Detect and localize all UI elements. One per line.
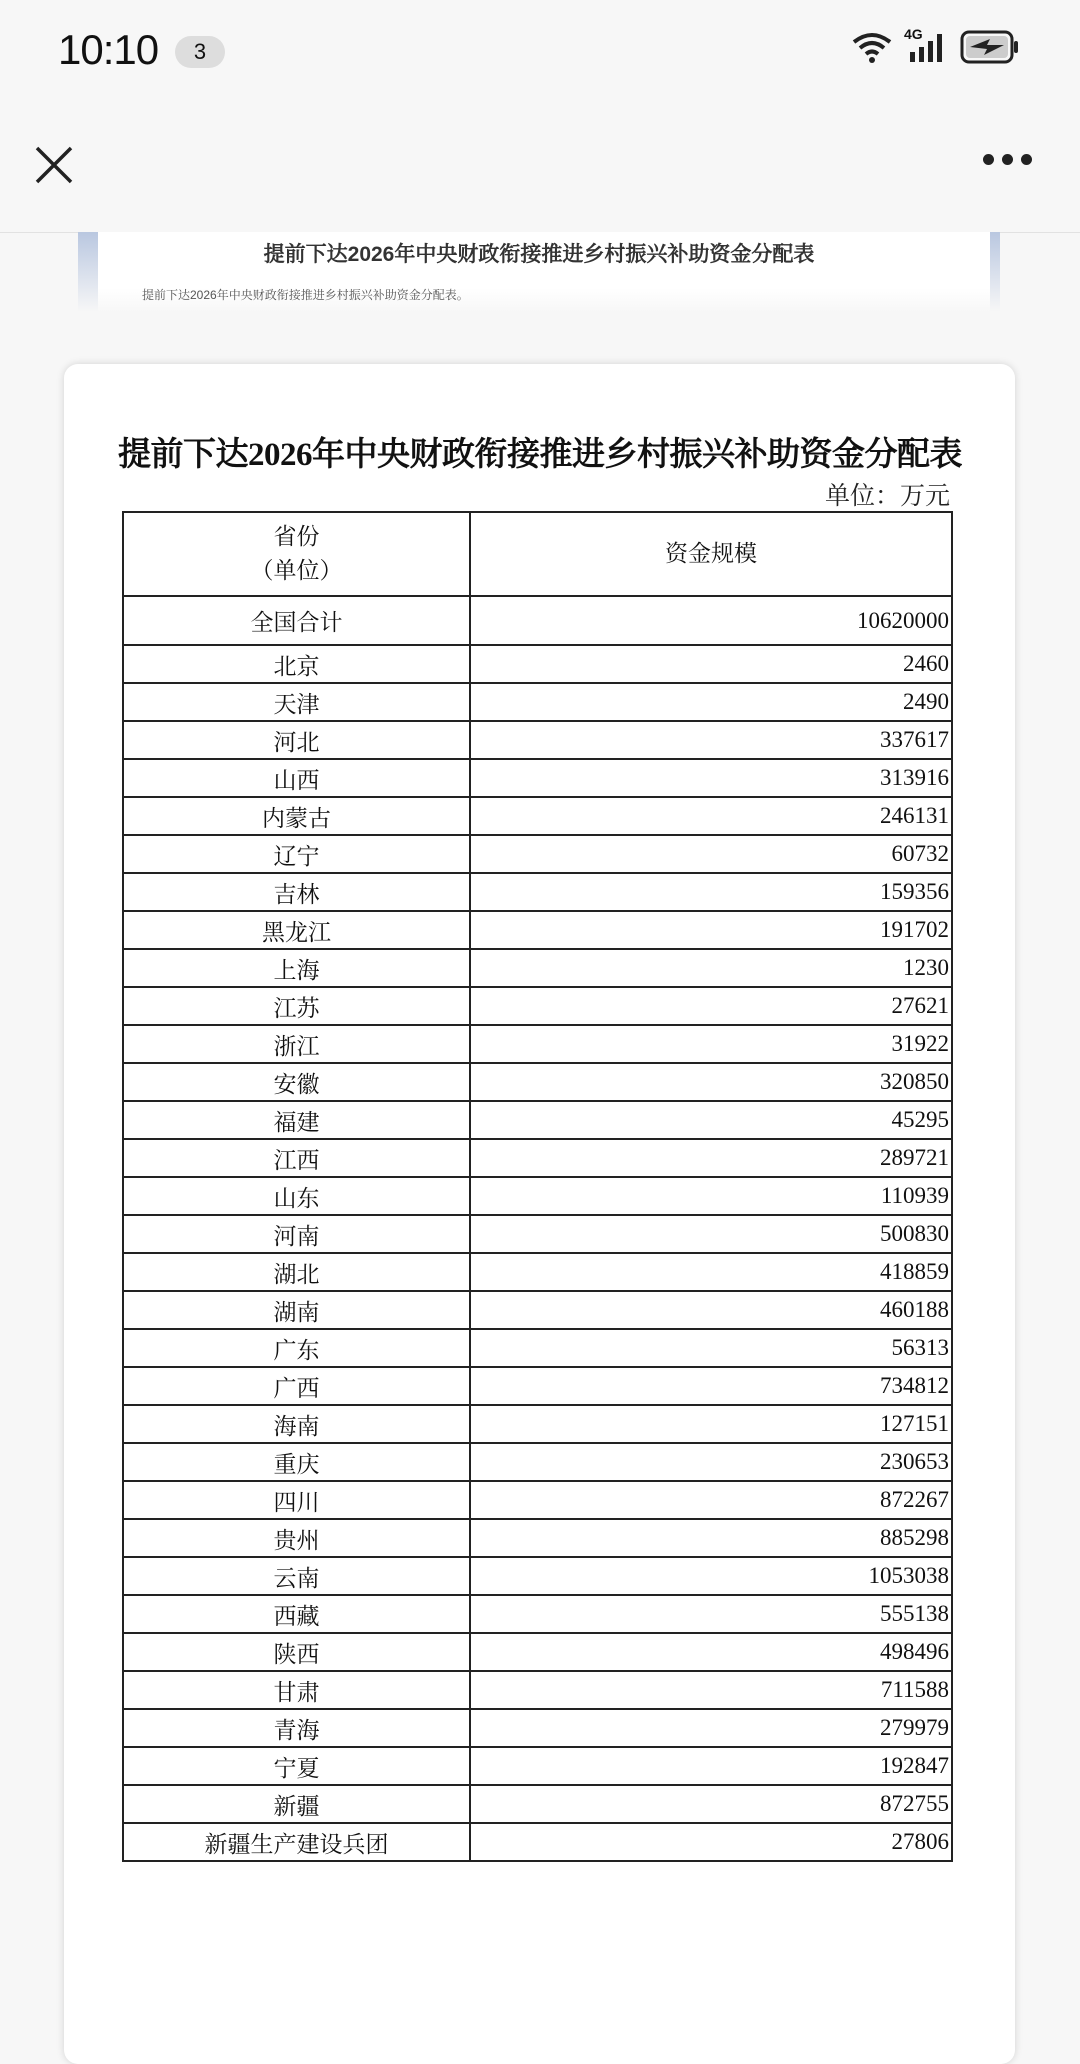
amount-cell: 1230 <box>470 949 952 987</box>
allocation-table <box>122 511 953 1862</box>
amount-cell: 230653 <box>470 1443 952 1481</box>
table-row <box>123 1709 952 1747</box>
province-cell: 贵州 <box>123 1519 470 1557</box>
province-cell: 湖北 <box>123 1253 470 1291</box>
province-cell: 江苏 <box>123 987 470 1025</box>
article-banner <box>78 232 1000 312</box>
cellular-signal-icon <box>904 26 950 64</box>
province-cell: 全国合计 <box>123 596 470 645</box>
table-row <box>123 1215 952 1253</box>
close-icon[interactable] <box>34 145 74 185</box>
amount-cell: 337617 <box>470 721 952 759</box>
amount-cell: 498496 <box>470 1633 952 1671</box>
table-row <box>123 1139 952 1177</box>
province-cell: 江西 <box>123 1139 470 1177</box>
header-amount: 资金规模 <box>470 512 952 596</box>
amount-cell: 45295 <box>470 1101 952 1139</box>
province-cell: 浙江 <box>123 1025 470 1063</box>
province-cell: 宁夏 <box>123 1747 470 1785</box>
amount-cell: 159356 <box>470 873 952 911</box>
province-cell: 河北 <box>123 721 470 759</box>
amount-cell: 320850 <box>470 1063 952 1101</box>
banner-subtitle: 提前下达2026年中央财政衔接推进乡村振兴补助资金分配表。 <box>142 288 469 302</box>
table-row <box>123 949 952 987</box>
table-row <box>123 1519 952 1557</box>
amount-cell: 872755 <box>470 1785 952 1823</box>
amount-cell: 555138 <box>470 1595 952 1633</box>
amount-cell: 500830 <box>470 1215 952 1253</box>
province-cell: 四川 <box>123 1481 470 1519</box>
province-cell: 海南 <box>123 1405 470 1443</box>
table-row <box>123 1747 952 1785</box>
amount-cell: 56313 <box>470 1329 952 1367</box>
table-row <box>123 797 952 835</box>
notification-badge: 3 <box>175 36 225 68</box>
province-cell: 安徽 <box>123 1063 470 1101</box>
province-cell: 西藏 <box>123 1595 470 1633</box>
status-bar <box>0 0 1080 100</box>
network-type: 4G <box>904 26 923 42</box>
province-cell: 青海 <box>123 1709 470 1747</box>
table-row-total <box>123 596 952 645</box>
amount-cell: 279979 <box>470 1709 952 1747</box>
table-row <box>123 1101 952 1139</box>
table-row <box>123 1557 952 1595</box>
table-row <box>123 683 952 721</box>
table-row <box>123 1443 952 1481</box>
table-row <box>123 1177 952 1215</box>
amount-cell: 872267 <box>470 1481 952 1519</box>
table-row <box>123 1671 952 1709</box>
province-cell: 广西 <box>123 1367 470 1405</box>
amount-cell: 110939 <box>470 1177 952 1215</box>
banner-title: 提前下达2026年中央财政衔接推进乡村振兴补助资金分配表 <box>263 243 815 266</box>
table-row <box>123 911 952 949</box>
province-cell: 上海 <box>123 949 470 987</box>
table-row <box>123 1253 952 1291</box>
table-row <box>123 1025 952 1063</box>
amount-cell: 313916 <box>470 759 952 797</box>
province-cell: 甘肃 <box>123 1671 470 1709</box>
amount-cell: 27806 <box>470 1823 952 1861</box>
province-cell: 吉林 <box>123 873 470 911</box>
amount-cell: 2490 <box>470 683 952 721</box>
amount-cell: 192847 <box>470 1747 952 1785</box>
header-province-line1: 省份 <box>273 524 320 549</box>
province-cell: 辽宁 <box>123 835 470 873</box>
system-icons <box>850 26 1020 64</box>
table-row <box>123 873 952 911</box>
province-cell: 内蒙古 <box>123 797 470 835</box>
amount-cell: 31922 <box>470 1025 952 1063</box>
table-row <box>123 721 952 759</box>
amount-cell: 2460 <box>470 645 952 683</box>
amount-cell: 60732 <box>470 835 952 873</box>
amount-cell: 711588 <box>470 1671 952 1709</box>
header-province-line2: （单位） <box>250 558 343 583</box>
province-cell: 山东 <box>123 1177 470 1215</box>
table-row <box>123 1063 952 1101</box>
clock: 10:10 <box>58 26 159 73</box>
table-row <box>123 1595 952 1633</box>
province-cell: 陕西 <box>123 1633 470 1671</box>
amount-cell: 27621 <box>470 987 952 1025</box>
table-row <box>123 835 952 873</box>
more-options-icon[interactable] <box>983 154 1032 165</box>
table-row <box>123 1785 952 1823</box>
amount-cell: 246131 <box>470 797 952 835</box>
table-header-row <box>123 512 952 596</box>
document-title: 提前下达2026年中央财政衔接推进乡村振兴补助资金分配表 <box>118 437 962 473</box>
table-row <box>123 1481 952 1519</box>
table-row <box>123 987 952 1025</box>
amount-cell: 191702 <box>470 911 952 949</box>
amount-cell: 10620000 <box>470 596 952 645</box>
amount-cell: 734812 <box>470 1367 952 1405</box>
province-cell: 河南 <box>123 1215 470 1253</box>
table-row <box>123 1367 952 1405</box>
amount-cell: 460188 <box>470 1291 952 1329</box>
battery-charging-icon <box>960 30 1020 64</box>
table-row <box>123 645 952 683</box>
table-row <box>123 1329 952 1367</box>
table-row <box>123 1291 952 1329</box>
province-cell: 重庆 <box>123 1443 470 1481</box>
province-cell: 福建 <box>123 1101 470 1139</box>
table-row <box>123 1405 952 1443</box>
province-cell: 黑龙江 <box>123 911 470 949</box>
wifi-icon <box>850 30 894 64</box>
amount-cell: 418859 <box>470 1253 952 1291</box>
province-cell: 山西 <box>123 759 470 797</box>
province-cell: 天津 <box>123 683 470 721</box>
header-province <box>123 512 470 596</box>
unit-label: 单位：万元 <box>824 483 950 510</box>
province-cell: 北京 <box>123 645 470 683</box>
province-cell: 广东 <box>123 1329 470 1367</box>
province-cell: 云南 <box>123 1557 470 1595</box>
table-row <box>123 1823 952 1861</box>
province-cell: 新疆 <box>123 1785 470 1823</box>
table-row <box>123 1633 952 1671</box>
amount-cell: 885298 <box>470 1519 952 1557</box>
amount-cell: 289721 <box>470 1139 952 1177</box>
top-bar <box>0 100 1080 233</box>
province-cell: 湖南 <box>123 1291 470 1329</box>
province-cell: 新疆生产建设兵团 <box>123 1823 470 1861</box>
table-row <box>123 759 952 797</box>
amount-cell: 127151 <box>470 1405 952 1443</box>
amount-cell: 1053038 <box>470 1557 952 1595</box>
